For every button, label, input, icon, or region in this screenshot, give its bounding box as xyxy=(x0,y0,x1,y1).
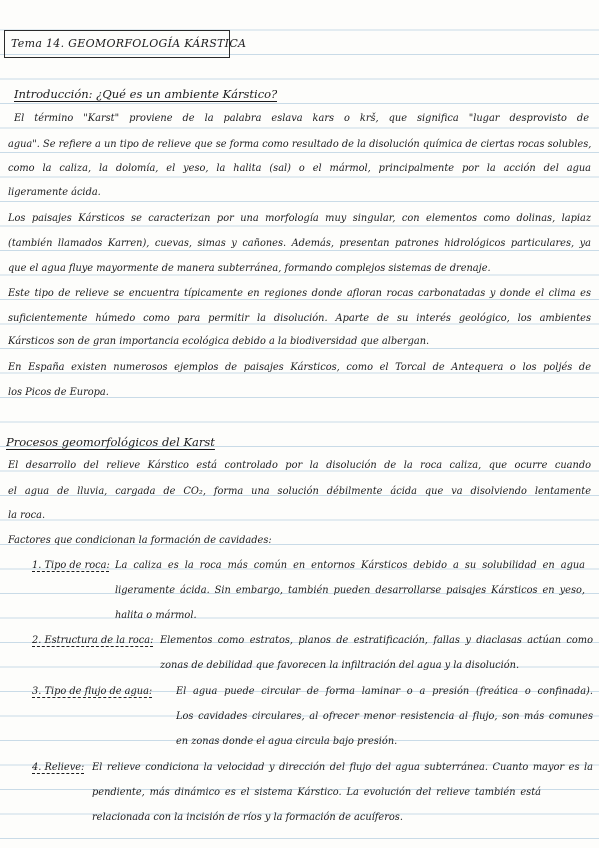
intro-line: como la caliza, la dolomía, el yeso, la halita (sal) o el mármol, principalmente por la acción del agua xyxy=(8,163,591,174)
intro-line: los Picos de Europa. xyxy=(8,387,109,398)
factor-4-line: El relieve condiciona la velocidad y dirección del flujo del agua subterránea. Cuanto mayor es la xyxy=(92,762,593,773)
factor-2-line: zonas de debilidad que favorecen la infiltración del agua y la disolución. xyxy=(160,660,520,671)
factor-1-line: halita o mármol. xyxy=(115,610,197,621)
procesos-line: la roca. xyxy=(8,510,46,521)
procesos-line: El desarrollo del relieve Kárstico está controlado por la disolución de la roca caliza, que ocurre cuando xyxy=(8,460,591,471)
factor-label: 1. Tipo de roca: xyxy=(32,560,110,571)
intro-line: suficientemente húmedo como para permitir la disolución. Aparte de su interés geológico, los ambientes xyxy=(8,313,591,324)
intro-heading: Introducción: ¿Qué es un ambiente Kárstico? xyxy=(14,87,278,101)
intro-line: Este tipo de relieve se encuentra típicamente en regiones donde afloran rocas carbonatadas y donde el clima es xyxy=(8,288,591,299)
factor-3-line: El agua puede circular de forma laminar o a presión (freática o confinada). xyxy=(176,686,593,697)
factor-1-line: La caliza es la roca más común en entornos Kársticos debido a su solubilidad en agua xyxy=(115,560,585,571)
intro-line: Kársticos son de gran importancia ecológica debido a la biodiversidad que albergan. xyxy=(8,336,430,347)
page-title: Tema 14. GEOMORFOLOGÍA KÁRSTICA xyxy=(4,30,230,58)
procesos-heading: Procesos geomorfológicos del Karst xyxy=(6,435,215,449)
intro-line: ligeramente ácida. xyxy=(8,187,101,198)
intro-line: (también llamados Karren), cuevas, simas y cañones. Además, presentan patrones hidrológicos particulares, ya xyxy=(8,238,591,249)
procesos-line: el agua de lluvia, cargada de CO₂, forma una solución débilmente ácida que va disolviendo lentamente xyxy=(8,486,591,497)
factor-label: 4. Relieve: xyxy=(32,762,85,773)
intro-line: que el agua fluye mayormente de manera subterránea, formando complejos sistemas de drenaje. xyxy=(8,263,491,274)
factor-3-label xyxy=(32,684,152,700)
factor-4-label xyxy=(32,760,84,776)
factor-2-label xyxy=(32,633,153,649)
factor-3-line: Los cavidades circulares, al ofrecer menor resistencia al flujo, son más comunes xyxy=(176,711,593,722)
factor-3-line: en zonas donde el agua circula bajo presión. xyxy=(176,736,398,747)
factor-label: 3. Tipo de flujo de agua: xyxy=(32,686,153,697)
intro-line: En España existen numerosos ejemplos de paisajes Kársticos, como el Torcal de Antequera o los poljés de xyxy=(8,362,591,373)
factor-1-line: ligeramente ácida. Sin embargo, también pueden desarrollarse paisajes Kársticos en yeso, xyxy=(115,585,585,596)
factor-4-line: relacionada con la incisión de ríos y la formación de acuíferos. xyxy=(92,812,403,823)
factor-4-line: pendiente, más dinámico es el sistema Kárstico. La evolución del relieve también está xyxy=(92,787,541,798)
intro-line: agua". Se refiere a un tipo de relieve que se forma como resultado de la disolución química de ciertas rocas solubles, xyxy=(8,139,591,150)
factor-2-line: Elementos como estratos, planos de estratificación, fallas y diaclasas actúan como xyxy=(160,635,593,646)
factor-label: 2. Estructura de la roca: xyxy=(32,635,154,646)
factors-title: Factores que condicionan la formación de cavidades: xyxy=(8,535,272,546)
intro-line: Los paisajes Kársticos se caracterizan por una morfología muy singular, con elementos como dolinas, lapiaz xyxy=(8,213,591,224)
intro-line: El término "Karst" proviene de la palabra eslava kars o krš, que significa "lugar desprovisto de xyxy=(14,113,589,124)
factor-1-label xyxy=(32,558,110,574)
